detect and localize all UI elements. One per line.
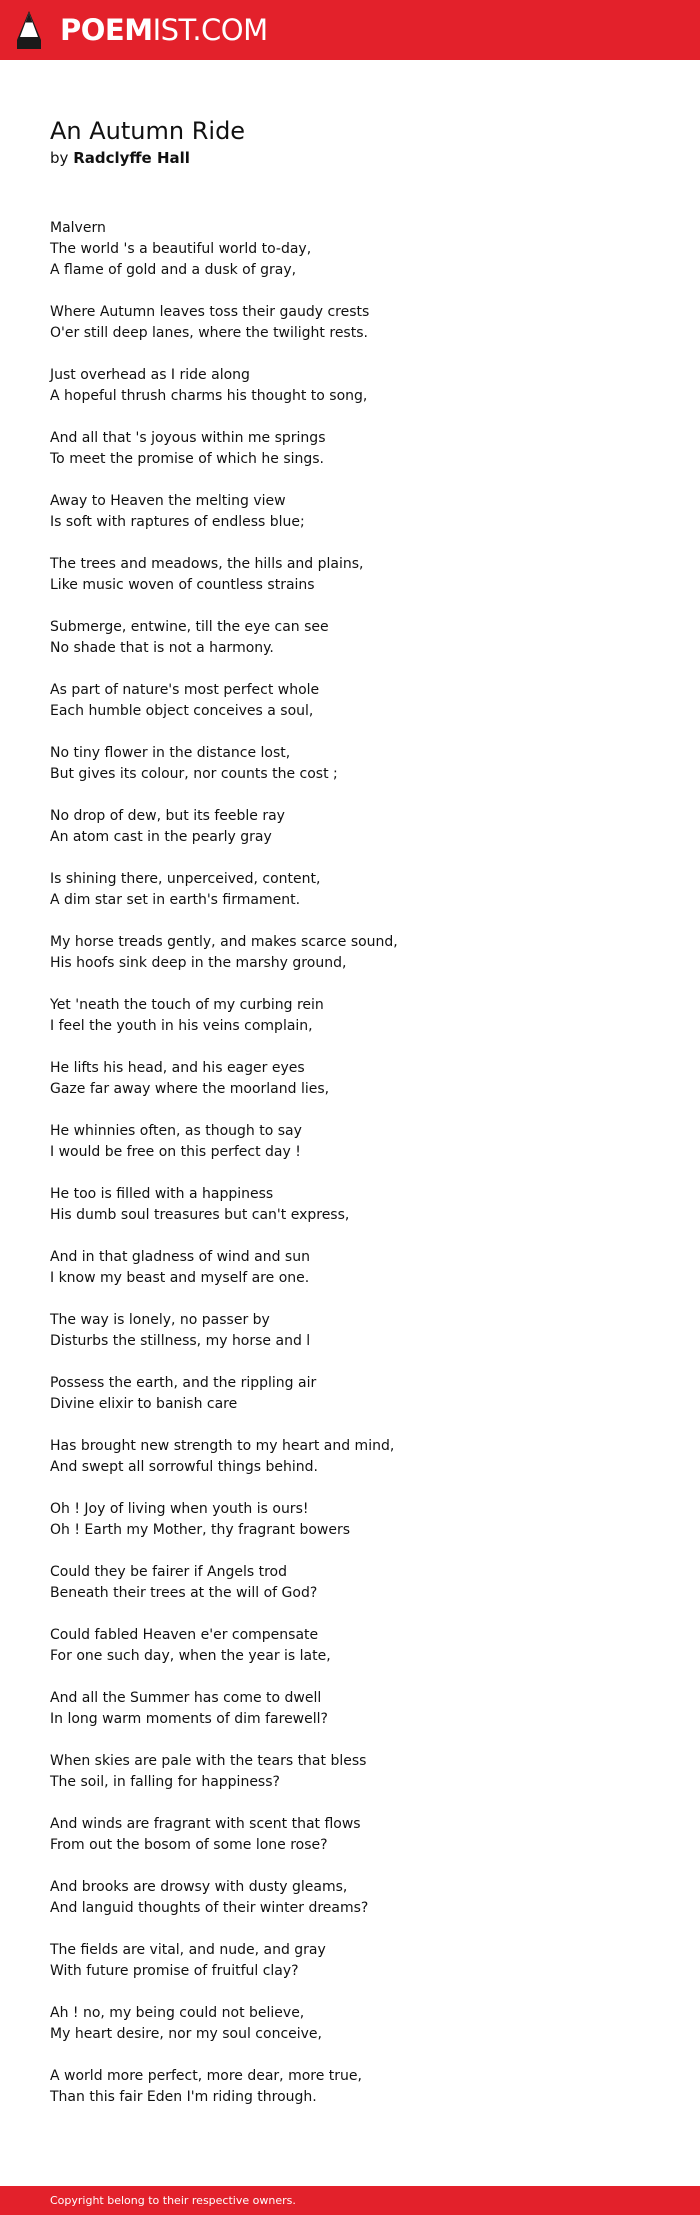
poem-stanza bbox=[50, 1688, 650, 1730]
poem-line: I know my beast and myself are one. bbox=[50, 1270, 310, 1286]
header-bar bbox=[0, 0, 700, 60]
poem-line: Is soft with raptures of endless blue; bbox=[50, 514, 305, 530]
poem-line: Than this fair Eden I'm riding through. bbox=[50, 2089, 317, 2105]
poem-line: I would be free on this perfect day ! bbox=[50, 1144, 301, 1160]
poem-stanza bbox=[50, 2003, 650, 2045]
byline bbox=[50, 148, 190, 168]
poem-line: Submerge, entwine, till the eye can see bbox=[50, 619, 329, 635]
poem-stanza bbox=[50, 995, 650, 1037]
pencil-tip-icon bbox=[16, 10, 42, 50]
poem-line: A world more perfect, more dear, more true, bbox=[50, 2068, 362, 2084]
poem-line: As part of nature's most perfect whole bbox=[50, 682, 320, 698]
poem-line: And winds are fragrant with scent that flows bbox=[50, 1816, 361, 1832]
poem-stanza bbox=[50, 1814, 650, 1856]
poem-stanza bbox=[50, 869, 650, 911]
poem-line: The fields are vital, and nude, and gray bbox=[50, 1942, 326, 1958]
poem-line: Just overhead as I ride along bbox=[50, 367, 250, 383]
poem-stanza bbox=[50, 1625, 650, 1667]
poem-line: And in that gladness of wind and sun bbox=[50, 1249, 310, 1265]
poem-line: Ah ! no, my being could not believe, bbox=[50, 2005, 305, 2021]
poem-line: An atom cast in the pearly gray bbox=[50, 829, 272, 845]
poem-line: Beneath their trees at the will of God? bbox=[50, 1585, 318, 1601]
poem-stanza bbox=[50, 491, 650, 533]
poem-stanza bbox=[50, 1436, 650, 1478]
poem-line: Yet 'neath the touch of my curbing rein bbox=[50, 997, 324, 1013]
poem-stanza bbox=[50, 617, 650, 659]
poem-line: Could fabled Heaven e'er compensate bbox=[50, 1627, 319, 1643]
poem-line: The soil, in falling for happiness? bbox=[50, 1774, 280, 1790]
poem-stanza bbox=[50, 680, 650, 722]
poem-line: No tiny flower in the distance lost, bbox=[50, 745, 291, 761]
poem-stanza bbox=[50, 1877, 650, 1919]
poem-line: Is shining there, unperceived, content, bbox=[50, 871, 321, 887]
poem-stanza bbox=[50, 1247, 650, 1289]
poem-line: Divine elixir to banish care bbox=[50, 1396, 238, 1412]
poem-title: An Autumn Ride bbox=[50, 117, 246, 145]
poem-line: Could they be fairer if Angels trod bbox=[50, 1564, 288, 1580]
poem-line: And languid thoughts of their winter dreams? bbox=[50, 1900, 369, 1916]
poem-line: Possess the earth, and the rippling air bbox=[50, 1375, 317, 1391]
poem-stanza bbox=[50, 218, 650, 281]
copyright-text: Copyright belong to their respective owners. bbox=[50, 2194, 296, 2207]
poem-stanza bbox=[50, 302, 650, 344]
author-name: Radclyffe Hall bbox=[73, 149, 190, 167]
poem-line: Oh ! Joy of living when youth is ours! bbox=[50, 1501, 309, 1517]
poem-line: Has brought new strength to my heart and mind, bbox=[50, 1438, 395, 1454]
poem-line: The way is lonely, no passer by bbox=[50, 1312, 270, 1328]
poem-line: The trees and meadows, the hills and plains, bbox=[50, 556, 364, 572]
poem-stanza bbox=[50, 1373, 650, 1415]
poem-line: My heart desire, nor my soul conceive, bbox=[50, 2026, 322, 2042]
logo-bold-text: POEM bbox=[60, 13, 153, 47]
poem-line: Like music woven of countless strains bbox=[50, 577, 315, 593]
poem-stanza bbox=[50, 1184, 650, 1226]
poem-stanza bbox=[50, 365, 650, 407]
poem-stanza bbox=[50, 806, 650, 848]
poem-stanza bbox=[50, 1310, 650, 1352]
poem-line: A dim star set in earth's firmament. bbox=[50, 892, 301, 908]
poem-line: No drop of dew, but its feeble ray bbox=[50, 808, 285, 824]
poem-line: His dumb soul treasures but can't express, bbox=[50, 1207, 350, 1223]
poem-line: But gives its colour, nor counts the cost ; bbox=[50, 766, 338, 782]
poem-line: A flame of gold and a dusk of gray, bbox=[50, 262, 297, 278]
poem-line: A hopeful thrush charms his thought to song, bbox=[50, 388, 368, 404]
poem-line: My horse treads gently, and makes scarce sound, bbox=[50, 934, 398, 950]
poem-line: No shade that is not a harmony. bbox=[50, 640, 274, 656]
poem-line: When skies are pale with the tears that bless bbox=[50, 1753, 367, 1769]
poem-line: Gaze far away where the moorland lies, bbox=[50, 1081, 330, 1097]
poem-line: He whinnies often, as though to say bbox=[50, 1123, 302, 1139]
poem-line: He lifts his head, and his eager eyes bbox=[50, 1060, 305, 1076]
logo-rest-text: IST.COM bbox=[152, 13, 268, 47]
footer-bar bbox=[0, 2186, 700, 2215]
poem-stanza bbox=[50, 1058, 650, 1100]
poem-line: In long warm moments of dim farewell? bbox=[50, 1711, 328, 1727]
poem-stanza bbox=[50, 932, 650, 974]
poem-line: Disturbs the stillness, my horse and l bbox=[50, 1333, 311, 1349]
poem-line: Away to Heaven the melting view bbox=[50, 493, 286, 509]
poem-line: Each humble object conceives a soul, bbox=[50, 703, 314, 719]
poem-line: Where Autumn leaves toss their gaudy crests bbox=[50, 304, 370, 320]
poem-line: He too is filled with a happiness bbox=[50, 1186, 274, 1202]
poem-line: For one such day, when the year is late, bbox=[50, 1648, 331, 1664]
poem-line: O'er still deep lanes, where the twilight rests. bbox=[50, 325, 368, 341]
site-logo[interactable] bbox=[60, 14, 268, 46]
poem-line: With future promise of fruitful clay? bbox=[50, 1963, 299, 1979]
poem-line: Malvern bbox=[50, 220, 106, 236]
poem-stanza bbox=[50, 1940, 650, 1982]
poem-line: The world 's a beautiful world to-day, bbox=[50, 241, 312, 257]
by-label: by bbox=[50, 149, 69, 167]
poem-line: To meet the promise of which he sings. bbox=[50, 451, 325, 467]
poem-stanza bbox=[50, 428, 650, 470]
poem-line: I feel the youth in his veins complain, bbox=[50, 1018, 313, 1034]
poem-body bbox=[50, 218, 650, 2129]
poem-stanza bbox=[50, 1562, 650, 1604]
poem-stanza bbox=[50, 1499, 650, 1541]
poem-stanza bbox=[50, 554, 650, 596]
poem-stanza bbox=[50, 1121, 650, 1163]
poem-stanza bbox=[50, 1751, 650, 1793]
poem-line: And all that 's joyous within me springs bbox=[50, 430, 326, 446]
poem-stanza bbox=[50, 2066, 650, 2108]
poem-line: And swept all sorrowful things behind. bbox=[50, 1459, 318, 1475]
poem-line: And brooks are drowsy with dusty gleams, bbox=[50, 1879, 348, 1895]
poem-line: And all the Summer has come to dwell bbox=[50, 1690, 322, 1706]
poem-line: His hoofs sink deep in the marshy ground, bbox=[50, 955, 347, 971]
poem-stanza bbox=[50, 743, 650, 785]
poem-line: Oh ! Earth my Mother, thy fragrant bowers bbox=[50, 1522, 351, 1538]
poem-line: From out the bosom of some lone rose? bbox=[50, 1837, 328, 1853]
